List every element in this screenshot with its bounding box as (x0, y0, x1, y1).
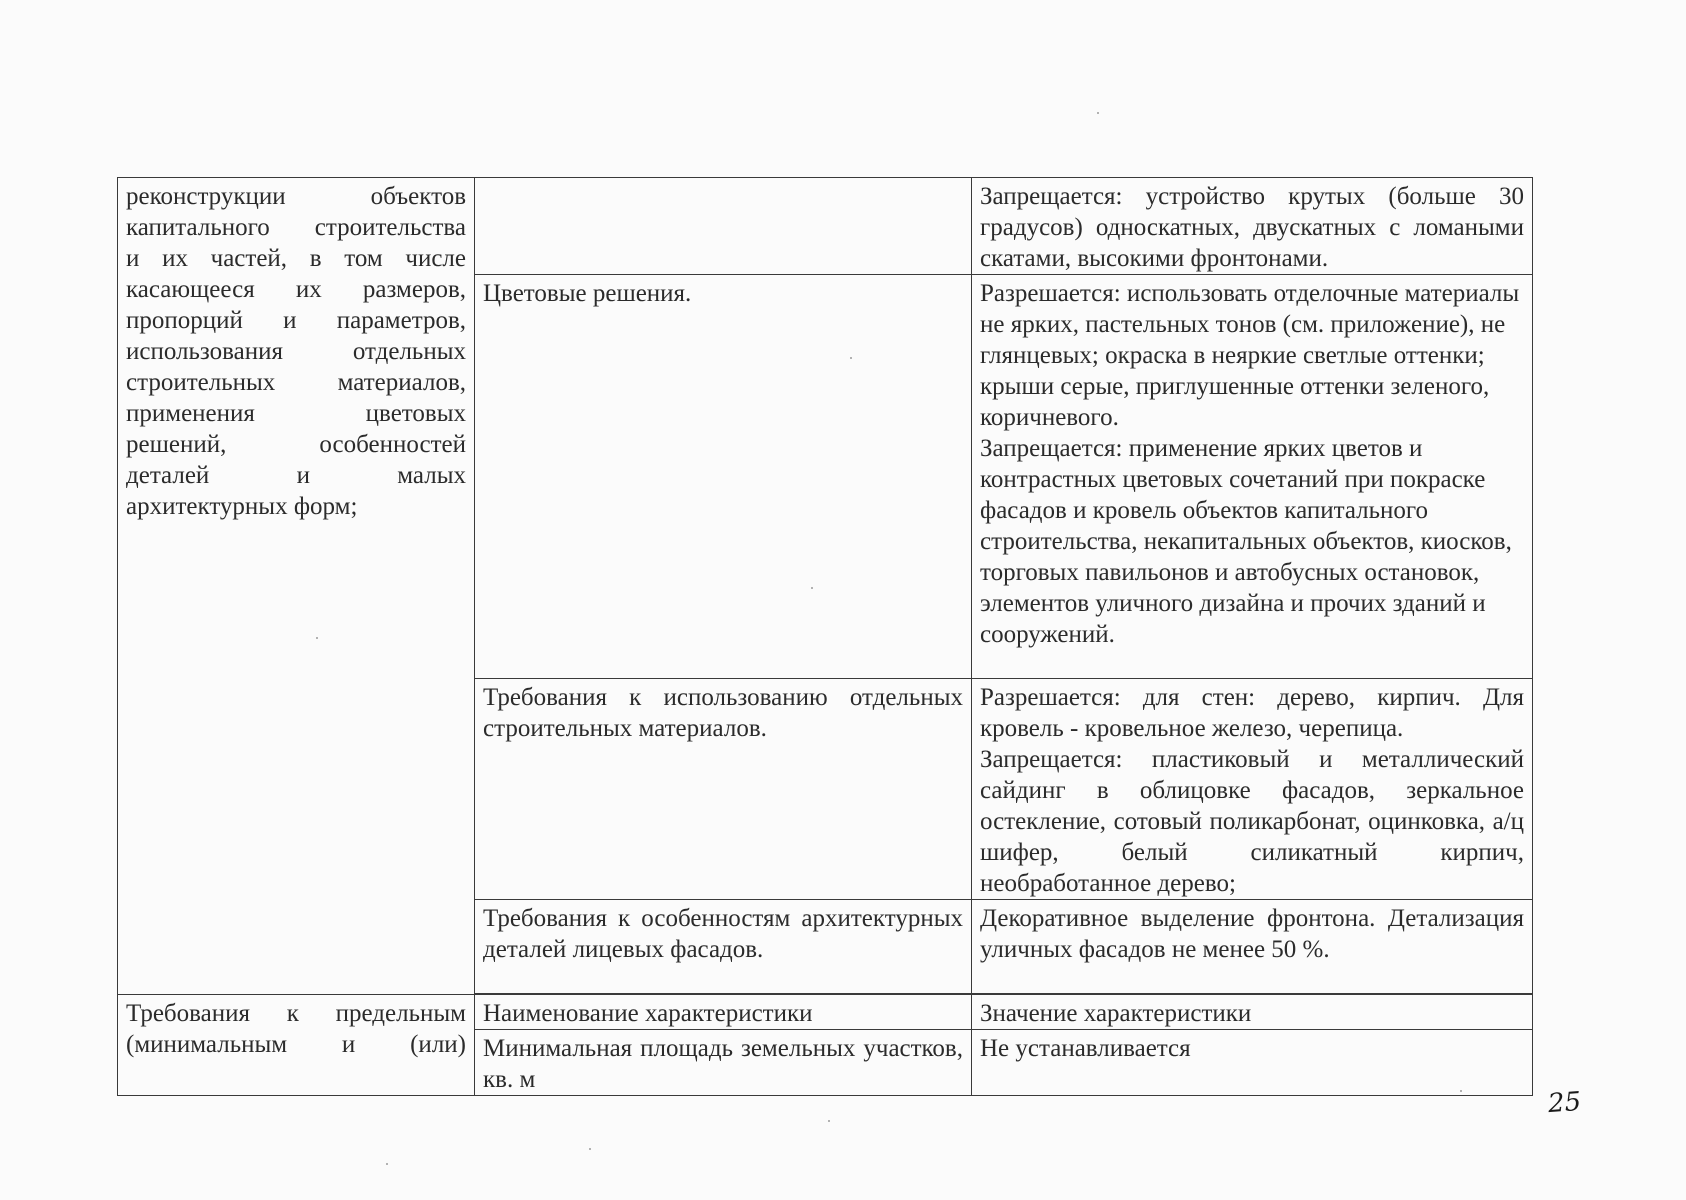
color-prohibit-text: Запрещается: применение ярких цветов и контрастных цветовых сочетаний при покраске фасадов и кровель объектов капитального строительства, некапитальных объектов, киосков, торговых павильонов и автобусных остановок, элементов уличного дизайна и прочих зданий и сооружений. (980, 435, 1512, 648)
requirements-cell (118, 178, 475, 995)
text-line: реконструкции объектов (126, 183, 466, 210)
text-line: строительных материалов, (126, 369, 466, 396)
text-line: решений, особенностей (126, 431, 466, 458)
materials-rules-cell (972, 679, 1533, 900)
min-area-label: Минимальная площадь земельных участков, кв. м (483, 1035, 963, 1093)
text-line: Требования к предельным (126, 1000, 466, 1027)
color-label: Цветовые решения. (483, 280, 692, 307)
details-value-cell (972, 900, 1533, 994)
roof-prohibit-cell (972, 178, 1533, 275)
details-value: Декоративное выделение фронтона. Детализация уличных фасадов не менее 50 %. (980, 905, 1524, 963)
text-line: использования отдельных (126, 338, 466, 365)
materials-label: Требования к использованию отдельных строительных материалов. (483, 684, 963, 742)
details-label: Требования к особенностям архитектурных деталей лицевых фасадов. (483, 905, 963, 963)
text-line: применения цветовых (126, 400, 466, 427)
color-allow-text: Разрешается: использовать отделочные материалы не ярких, пастельных тонов (см. приложение), не глянцевых; окраска в неяркие светлые оттенки; крыши серые, приглушенные оттенки зеленого, коричневого. (980, 280, 1520, 431)
text-line: (минимальным и (или) (126, 1031, 466, 1058)
color-rules-cell (972, 275, 1533, 679)
min-area-value: Не устанавливается (980, 1035, 1191, 1062)
materials-allow-text: Разрешается: для стен: дерево, кирпич. Для кровель - кровельное железо, черепица. (980, 684, 1524, 742)
scan-speck (850, 357, 852, 359)
limits-cell (118, 995, 475, 1096)
scan-speck (316, 637, 318, 639)
scan-speck (386, 1163, 388, 1165)
text-line: архитектурных форм; (126, 493, 358, 520)
text-line: пропорций и параметров, (126, 307, 466, 334)
color-label-cell (475, 275, 972, 679)
details-label-cell (475, 900, 972, 994)
header-name-cell (475, 995, 972, 1030)
materials-prohibit-text: Запрещается: пластиковый и металлический сайдинг в облицовке фасадов, зеркальное остекление, сотовый поликарбонат, оцинковка, а/ц шифер, белый силикатный кирпич, необработанное дерево; (980, 746, 1524, 897)
page-number: 25 (1546, 1086, 1583, 1120)
text-line: касающееся их размеров, (126, 276, 466, 303)
header-value-cell (972, 995, 1533, 1030)
roof-prohibit-text: Запрещается: устройство крутых (больше 30 градусов) односкатных, двускатных с ломаными скатами, высокими фронтонами. (980, 183, 1524, 272)
header-name: Наименование характеристики (483, 1000, 813, 1027)
empty-cell (475, 178, 972, 275)
table-row (118, 995, 1533, 1030)
scan-speck (589, 1148, 591, 1150)
text-line: и их частей, в том числе (126, 245, 466, 272)
min-area-label-cell (475, 1030, 972, 1096)
text-line: деталей и малых (126, 462, 466, 489)
scan-speck (828, 1120, 830, 1122)
materials-label-cell (475, 679, 972, 900)
text-line: капитального строительства (126, 214, 466, 241)
scan-speck (1097, 112, 1099, 114)
scan-speck (1460, 1090, 1462, 1092)
table-row (118, 178, 1533, 275)
scan-speck (811, 587, 813, 589)
regulations-table (117, 177, 1533, 1096)
min-area-value-cell (972, 1030, 1533, 1096)
header-value: Значение характеристики (980, 1000, 1252, 1027)
